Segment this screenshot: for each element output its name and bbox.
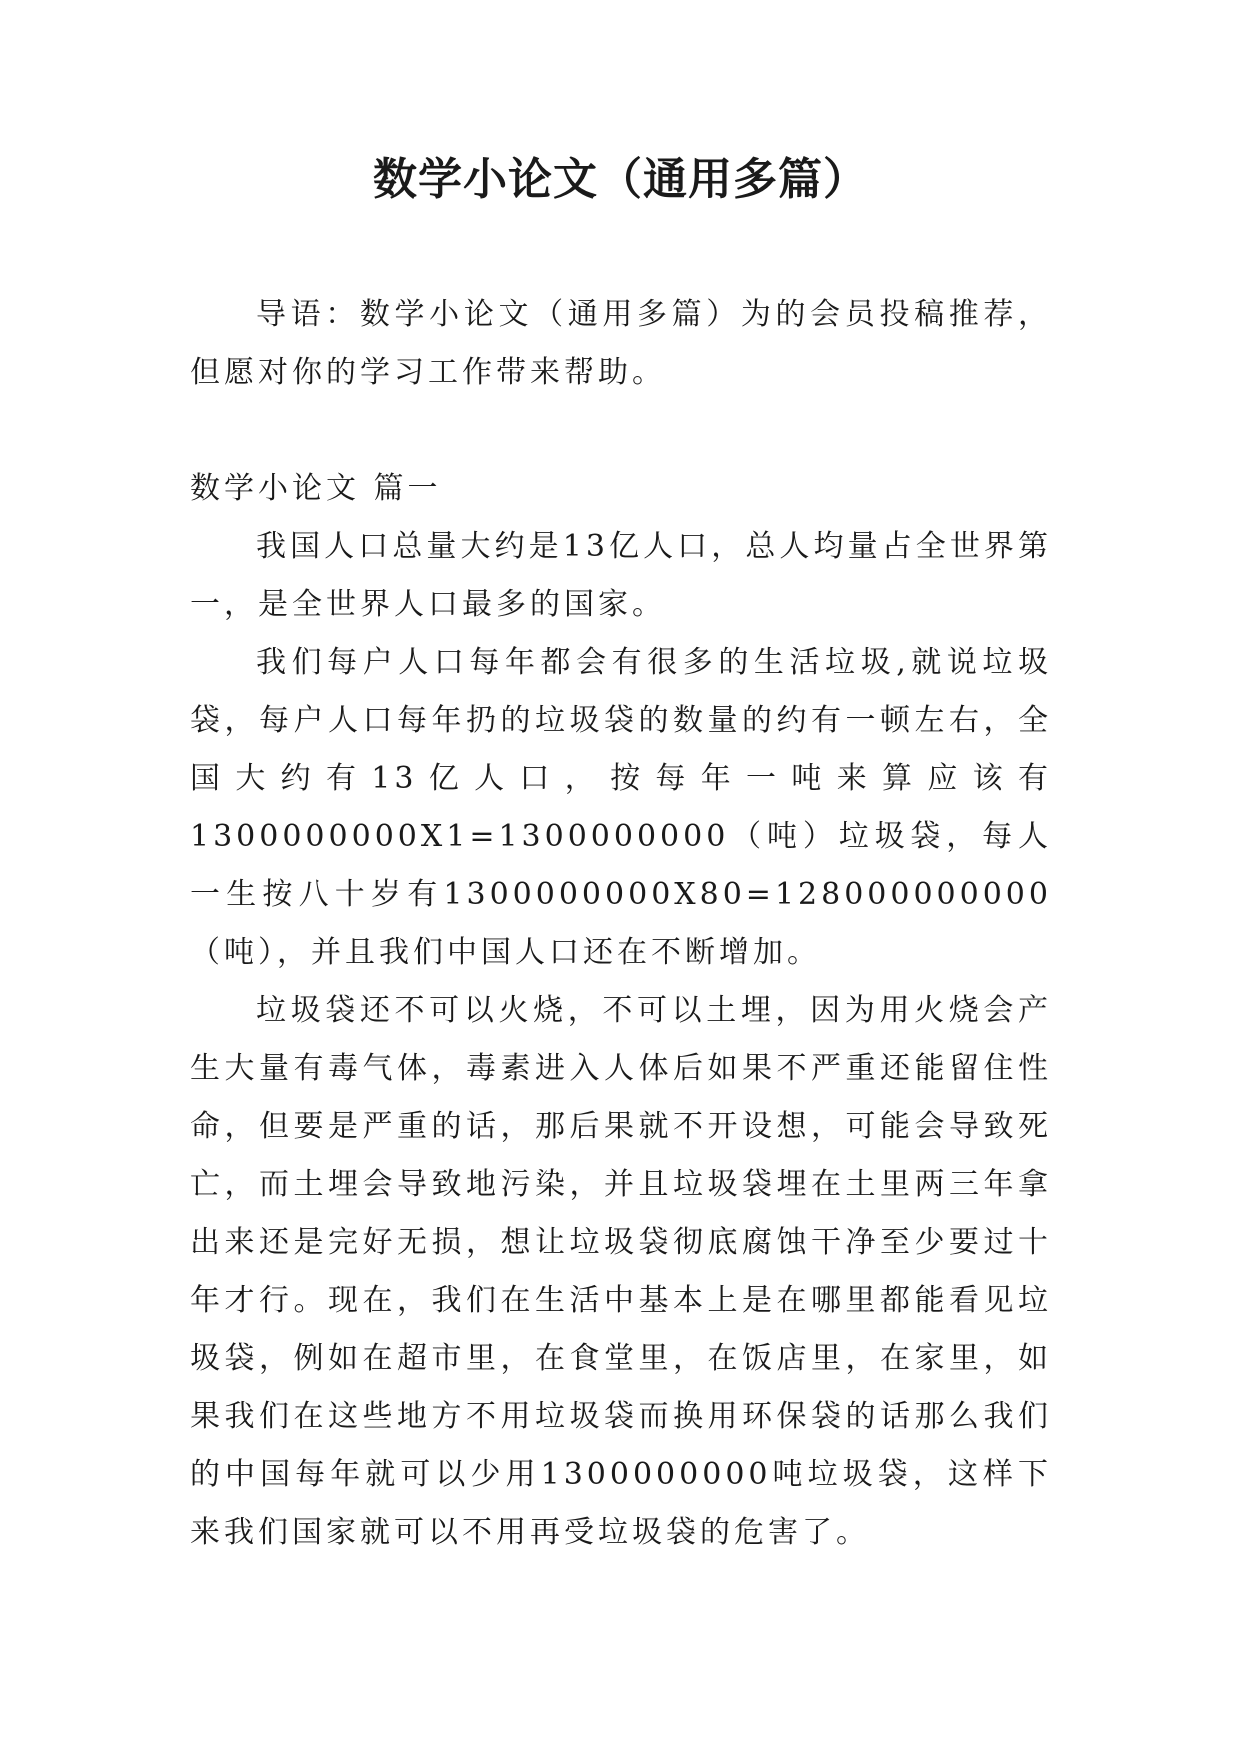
document-title: 数学小论文（通用多篇）: [373, 154, 868, 205]
section-heading: 数学小论文 篇一: [190, 471, 442, 506]
paragraph-3: 垃圾袋还不可以火烧，不可以土埋，因为用火烧会产生大量有毒气体，毒素进入人体后如果不严重还能留住性命，但要是严重的话，那后果就不开设想，可能会导致死亡，而土埋会导致地污染，并且垃圾袋埋在土里两三年拿出来还是完好无损，想让垃圾袋彻底腐蚀干净至少要过十年才行。现在，我们在生活中基本上是在哪里都能看见垃圾袋，例如在超市里，在食堂里，在饭店里，在家里，如果我们在这些地方不用垃圾袋而换用环保袋的话那么我们的中国每年就可以少用1300000000吨垃圾袋，这样下来我们国家就可以不用再受垃圾袋的危害了。: [190, 993, 1052, 1550]
section-content: [190, 518, 1052, 1562]
paragraph-2: 我们每户人口每年都会有很多的生活垃圾,就说垃圾袋，每户人口每年扔的垃圾袋的数量的约有一顿左右，全国大约有13亿人口，按每年一吨来算应该有1300000000X1=1300000000（吨）垃圾袋，每人一生按八十岁有1300000000X80=128000000000（吨），并且我们中国人口还在不断增加。: [190, 645, 1052, 970]
intro-paragraph: 导语：数学小论文（通用多篇）为的会员投稿推荐，但愿对你的学习工作带来帮助。: [190, 297, 1052, 390]
paragraph-1: 我国人口总量大约是13亿人口，总人均量占全世界第一，是全世界人口最多的国家。: [190, 529, 1052, 622]
